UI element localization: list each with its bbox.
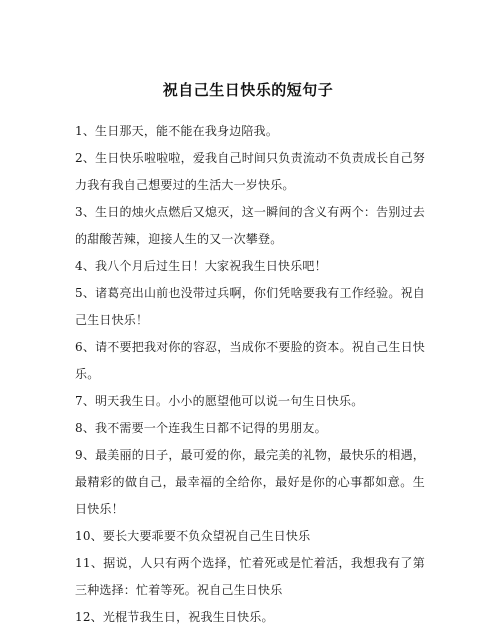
list-item: 8、我不需要一个连我生日都不记得的男朋友。	[75, 421, 327, 435]
list-item: 2、生日快乐啦啦啦，爱我自己时间只负责流动不负责成长自己努力我有我自己想要过的生活大一岁快乐。	[75, 151, 425, 192]
list-item: 5、诸葛亮出山前也没带过兵啊，你们凭啥要我有工作经验。祝自己生日快乐！	[75, 286, 425, 327]
list-item: 12、光棍节我生日，祝我生日快乐。	[75, 610, 274, 624]
list-item: 3、生日的烛火点燃后又熄灭，这一瞬间的含义有两个：告别过去的甜酸苦辣，迎接人生的又一次攀登。	[75, 205, 425, 246]
list-item: 1、生日那天，能不能在我身边陪我。	[75, 124, 279, 138]
list-item: 7、明天我生日。小小的愿望他可以说一句生日快乐。	[75, 394, 364, 408]
document-title: 祝自己生日快乐的短句子	[162, 81, 334, 99]
list-item: 6、请不要把我对你的容忍，当成你不要脸的资本。祝自己生日快乐。	[75, 340, 425, 381]
list-item: 11、据说，人只有两个选择，忙着死或是忙着活，我想我有了第三种选择：忙着等死。祝自己生日快乐	[75, 556, 425, 597]
list-item: 4、我八个月后过生日！大家祝我生日快乐吧！	[75, 259, 327, 273]
wish-list	[75, 118, 425, 631]
list-item: 9、最美丽的日子，最可爱的你，最完美的礼物，最快乐的相遇，最精彩的做自己，最幸福的全给你，最好是你的心事都如意。生日快乐！	[75, 448, 425, 516]
list-item: 10、要长大要乖要不负众望祝自己生日快乐	[75, 529, 311, 543]
